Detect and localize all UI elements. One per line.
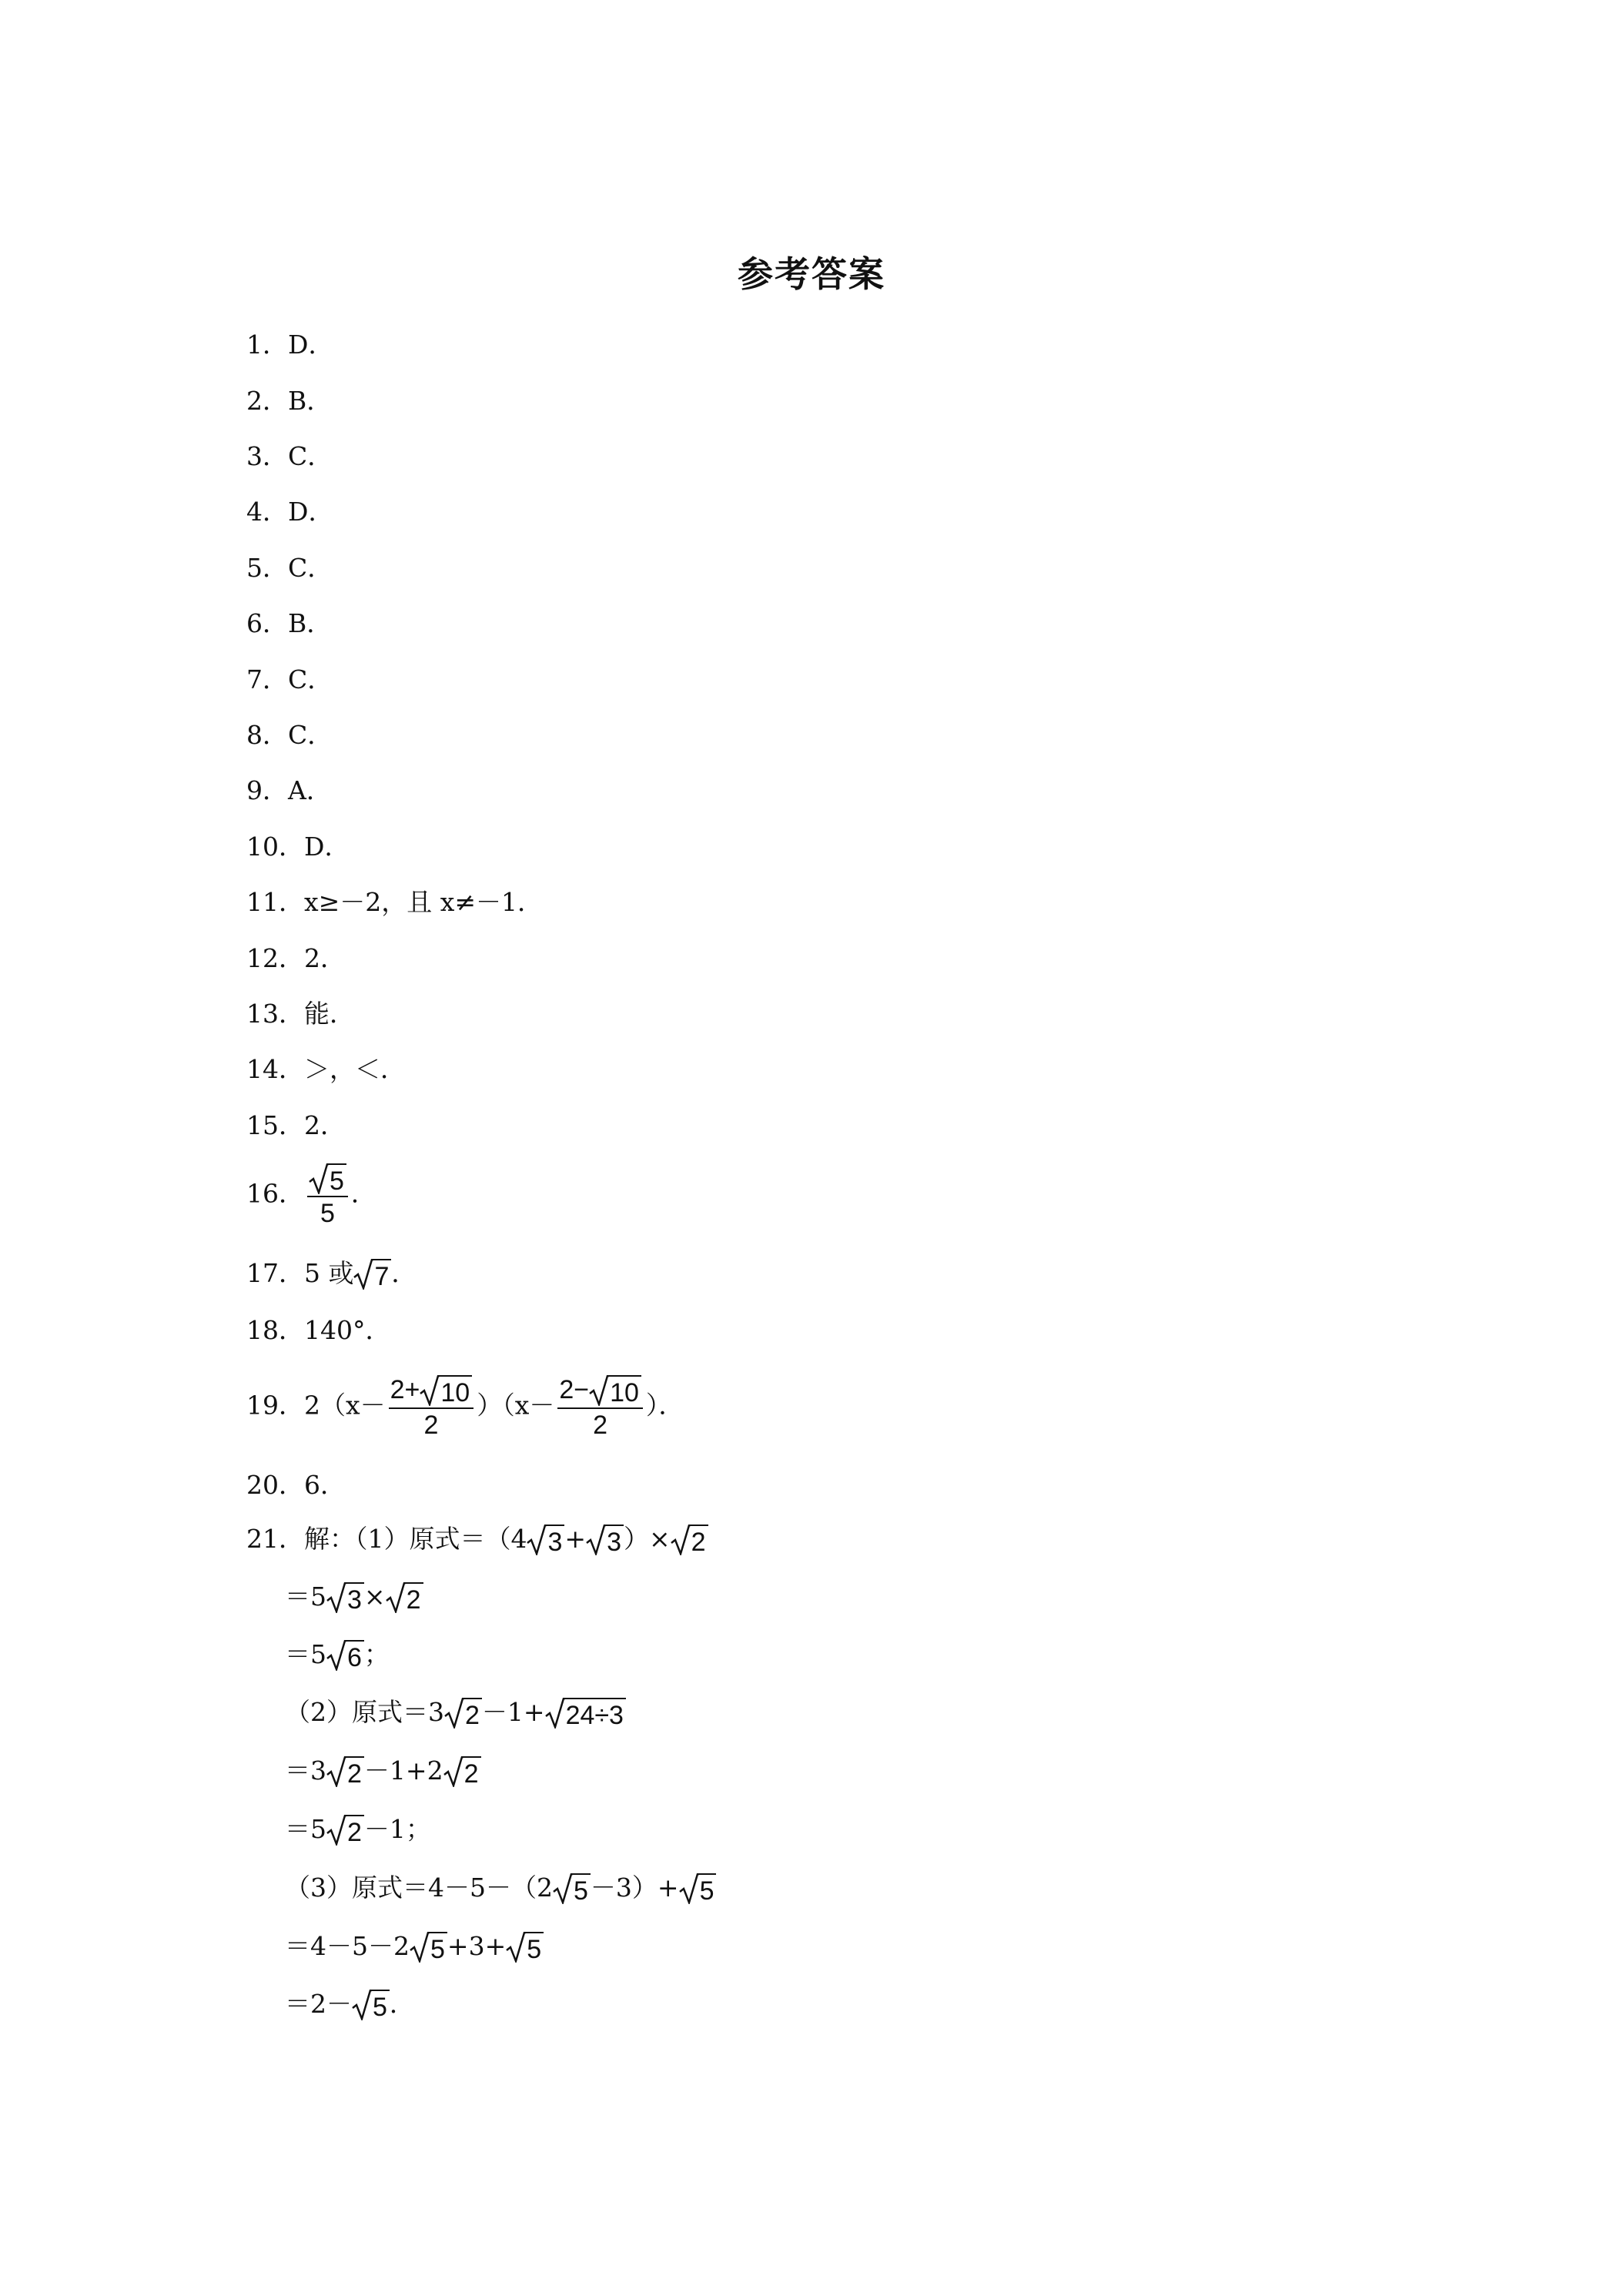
- answer-16-prefix: 16．: [246, 1178, 304, 1209]
- radicand: 3: [545, 1525, 564, 1557]
- radical: [586, 1525, 624, 1557]
- radical-sign-icon: [353, 1259, 373, 1290]
- q21-line-9: [285, 1987, 415, 2022]
- q21-line-8: [285, 1930, 544, 1964]
- radical-sign-icon: [352, 1990, 372, 2020]
- fraction: [557, 1373, 643, 1441]
- q21-text: ＝5: [285, 1581, 326, 1612]
- q21-text: ；: [363, 1639, 390, 1669]
- radical: [326, 1815, 364, 1847]
- q21-text: －1+: [481, 1697, 545, 1727]
- q21-text: ×: [363, 1581, 386, 1612]
- radical-sign-icon: [527, 1525, 547, 1555]
- q21-line-7: [285, 1871, 716, 1906]
- radical-sign-icon: [553, 1873, 573, 1904]
- radical: [679, 1873, 717, 1906]
- radical-sign-icon: [386, 1582, 406, 1613]
- answer-4: 4．D．: [246, 497, 334, 527]
- radicand: 10: [438, 1375, 472, 1407]
- radical-sign-icon: [420, 1375, 440, 1406]
- radical-sign-icon: [410, 1932, 430, 1963]
- radicand: 5: [698, 1873, 717, 1906]
- radical-sign-icon: [326, 1756, 346, 1787]
- fraction-numerator: [557, 1373, 643, 1407]
- fraction-denominator: 2: [593, 1411, 608, 1440]
- radical: [443, 1756, 481, 1789]
- answer-17-suffix: ．: [391, 1258, 417, 1288]
- radical-sign-icon: [443, 1756, 463, 1787]
- radical-sign-icon: [679, 1873, 699, 1904]
- answer-1: 1．D．: [246, 330, 334, 360]
- radicand: 2: [345, 1756, 364, 1789]
- q21-line-6: [285, 1812, 431, 1847]
- q21-line-3: [285, 1638, 390, 1672]
- q21-text: ）×: [623, 1524, 671, 1554]
- q21-text: +3+: [447, 1931, 507, 1961]
- answer-8: 8．C．: [246, 720, 333, 750]
- answer-16: [246, 1161, 376, 1230]
- radical-sign-icon: [586, 1525, 606, 1555]
- answer-7: 7．C．: [246, 664, 333, 694]
- radical: [589, 1375, 641, 1407]
- radical-sign-icon: [589, 1375, 609, 1406]
- radicand: 2: [404, 1582, 423, 1615]
- radicand: 10: [607, 1375, 641, 1407]
- fraction-numerator: [389, 1373, 474, 1407]
- q21-line-5: [285, 1754, 481, 1789]
- radical: [420, 1375, 472, 1407]
- answer-3: 3．C．: [246, 441, 333, 471]
- numerator-text: 2−: [559, 1375, 590, 1404]
- answer-15: 15．2．: [246, 1110, 346, 1140]
- answer-12: 12．2．: [246, 943, 346, 973]
- radical-sign-icon: [326, 1815, 346, 1846]
- radicand: 5: [327, 1163, 346, 1196]
- numerator-text: 2+: [390, 1375, 420, 1404]
- answer-19: [246, 1373, 684, 1441]
- q21-text: ．: [389, 1989, 415, 2019]
- q21-text: －3）+: [590, 1873, 679, 1903]
- radical: [527, 1525, 564, 1557]
- radical: [506, 1932, 544, 1964]
- radical: [444, 1698, 482, 1730]
- fraction-denominator: 2: [423, 1411, 439, 1440]
- answer-2: 2．B．: [246, 386, 333, 416]
- answer-17-prefix: 17．5 或: [246, 1258, 354, 1288]
- answer-11: 11．x≥－2，且 x≠－1．: [246, 887, 543, 917]
- fraction-denominator: 5: [320, 1199, 335, 1228]
- answer-19-mid: ）（x－: [477, 1390, 555, 1421]
- radical: [553, 1873, 591, 1906]
- radical: [352, 1990, 390, 2022]
- radical-sign-icon: [326, 1640, 346, 1671]
- radical: [326, 1756, 364, 1789]
- radicand: 5: [571, 1873, 591, 1906]
- radical-sign-icon: [545, 1698, 565, 1729]
- radicand: 6: [345, 1640, 364, 1672]
- radicand: 5: [370, 1990, 390, 2022]
- q21-text: ＝5: [285, 1814, 326, 1844]
- answer-13: 13．能．: [246, 999, 355, 1029]
- answer-20: 20．6．: [246, 1470, 346, 1500]
- fraction: [389, 1373, 474, 1441]
- radicand: 5: [428, 1932, 447, 1964]
- q21-text: （3）原式＝4－5－（2: [285, 1873, 553, 1903]
- radical: [326, 1640, 364, 1672]
- radicand: 2: [689, 1525, 708, 1557]
- answer-5: 5．C．: [246, 553, 333, 583]
- radicand: 2: [463, 1698, 482, 1730]
- radical: [353, 1259, 391, 1291]
- radical: [410, 1932, 447, 1964]
- q21-text: ＝2－: [285, 1989, 352, 2019]
- answer-6: 6．B．: [246, 608, 333, 638]
- radical-sign-icon: [671, 1525, 691, 1555]
- q21-line-4: [285, 1695, 626, 1730]
- answer-19-suffix: ）．: [645, 1390, 684, 1421]
- q21-line-1: [246, 1522, 708, 1557]
- radical: [671, 1525, 708, 1557]
- radicand: 3: [604, 1525, 624, 1557]
- answer-19-prefix: 19．2（x－: [246, 1390, 386, 1421]
- q21-text: －1+2: [363, 1755, 443, 1786]
- q21-text: －1；: [363, 1814, 431, 1844]
- fraction-numerator: [307, 1161, 348, 1196]
- radicand: 3: [345, 1582, 364, 1615]
- radicand: 7: [372, 1259, 391, 1291]
- answer-18: 18．140°．: [246, 1315, 391, 1345]
- fraction: [307, 1161, 348, 1230]
- q21-line-2: [285, 1580, 423, 1615]
- answer-10: 10．D．: [246, 832, 350, 862]
- q21-text: ＝5: [285, 1639, 326, 1669]
- radical: [326, 1582, 364, 1615]
- answer-14: 14．＞，＜．: [246, 1054, 406, 1084]
- radical-sign-icon: [309, 1163, 329, 1194]
- radical-sign-icon: [326, 1582, 346, 1613]
- q21-text: +: [564, 1524, 587, 1554]
- answer-17: [246, 1257, 417, 1291]
- radicand: 24÷3: [564, 1698, 626, 1730]
- answer-16-suffix: ．: [350, 1178, 376, 1209]
- radical: [386, 1582, 423, 1615]
- radicand: 5: [524, 1932, 544, 1964]
- page-title: 参考答案: [738, 253, 885, 295]
- radical: [545, 1698, 626, 1730]
- q21-text: 21．解：（1）原式＝（4: [246, 1524, 527, 1554]
- q21-text: （2）原式＝3: [285, 1697, 444, 1727]
- q21-text: ＝3: [285, 1755, 326, 1786]
- radical-sign-icon: [444, 1698, 464, 1729]
- radical-sign-icon: [506, 1932, 526, 1963]
- q21-text: ＝4－5－2: [285, 1931, 410, 1961]
- radical: [309, 1163, 346, 1196]
- radicand: 2: [462, 1756, 481, 1789]
- radicand: 2: [345, 1815, 364, 1847]
- answer-9: 9．A．: [246, 775, 332, 805]
